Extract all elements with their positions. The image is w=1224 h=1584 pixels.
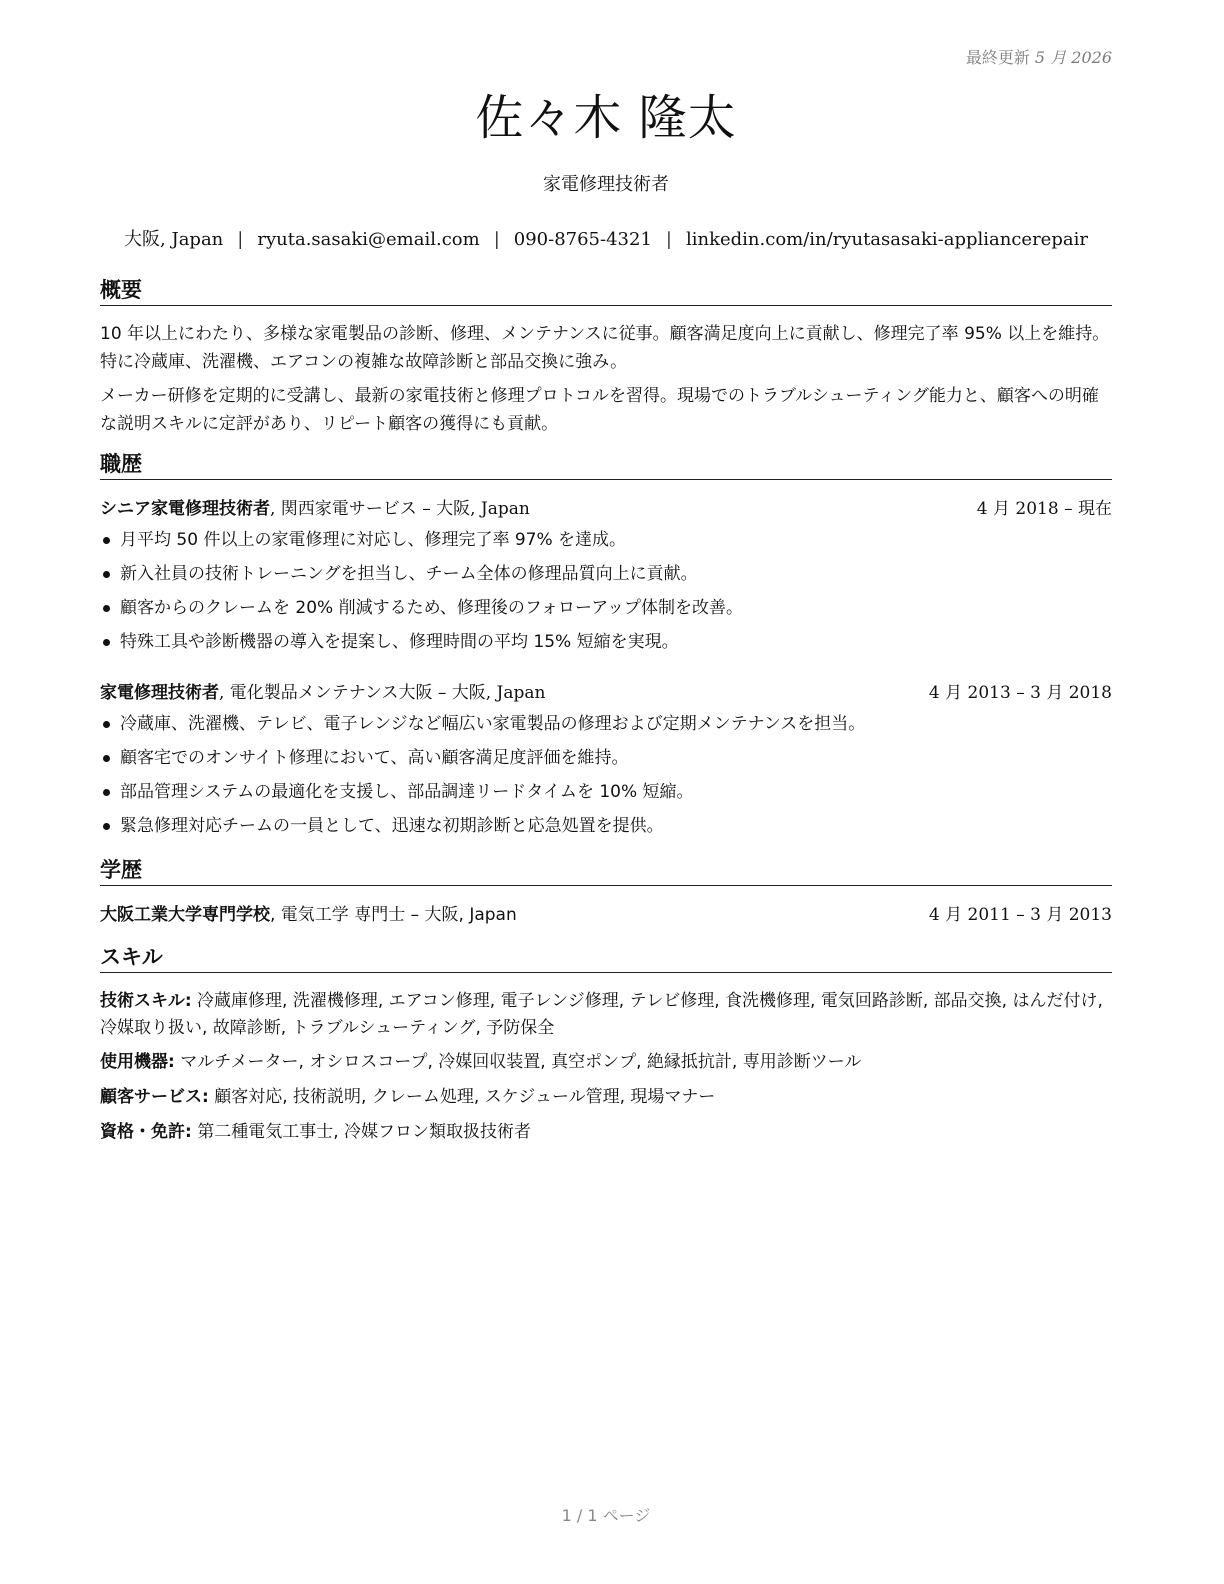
- job-header: [100, 681, 1112, 705]
- job-bullets: [100, 523, 1112, 659]
- list-item: 新入社員の技術トレーニングを担当し、チーム全体の修理品質向上に貢献。: [100, 557, 1112, 591]
- job-dates: 4 月 2013 – 3 月 2018: [928, 683, 1112, 703]
- list-item: 緊急修理対応チームの一員として、迅速な初期診断と応急処置を提供。: [100, 809, 1112, 843]
- list-item: 特殊工具や診断機器の導入を提案し、修理時間の平均 15% 短縮を実現。: [100, 625, 1112, 659]
- candidate-name: 佐々木 隆太: [475, 90, 737, 146]
- skill-label: 技術スキル:: [100, 991, 192, 1011]
- contact-separator: |: [665, 229, 672, 250]
- summary-paragraph-1: 10 年以上にわたり、多様な家電製品の診断、修理、メンテナンスに従事。顧客満足度向上に貢献し、修理完了率 95% 以上を維持。特に冷蔵庫、洗濯機、エアコンの複雑な故障診断と部品交換に強み。: [100, 324, 1110, 372]
- job-company: , 電化製品メンテナンス大阪 – 大阪, Japan: [219, 683, 546, 703]
- job-role: シニア家電修理技術者: [100, 499, 270, 519]
- last-updated-date: 5 月 2026: [1034, 48, 1112, 67]
- section-heading-education: 学歴: [100, 857, 1112, 886]
- education-dates: 4 月 2011 – 3 月 2013: [928, 905, 1112, 925]
- list-item: 部品管理システムの最適化を支援し、部品調達リードタイムを 10% 短縮。: [100, 775, 1112, 809]
- education-school: 大阪工業大学専門学校: [100, 905, 270, 925]
- list-item: 冷蔵庫、洗濯機、テレビ、電子レンジなど幅広い家電製品の修理および定期メンテナンスを担当。: [100, 707, 1112, 741]
- skill-line-customer-service: [100, 1084, 1112, 1111]
- skill-value: 冷蔵庫修理, 洗濯機修理, エアコン修理, 電子レンジ修理, テレビ修理, 食洗機修理, 電気回路診断, 部品交換, はんだ付け, 冷媒取り扱い, 故障診断, トラブルシューティング, 予防保全: [100, 991, 1103, 1038]
- summary-paragraph-2: メーカー研修を定期的に受講し、最新の家電技術と修理プロトコルを習得。現場でのトラブルシューティング能力と、顧客への明確な説明スキルに定評があり、リピート顧客の獲得にも貢献。: [100, 386, 1099, 434]
- section-heading-summary: 概要: [100, 277, 1112, 306]
- job-role: 家電修理技術者: [100, 683, 219, 703]
- skill-line-equipment: [100, 1049, 1112, 1076]
- job-header: [100, 497, 1112, 521]
- skill-label: 資格・免許:: [100, 1122, 192, 1142]
- education-entry: [100, 903, 1112, 927]
- skill-value: 第二種電気工事士, 冷媒フロン類取扱技術者: [191, 1122, 532, 1142]
- skill-label: 顧客サービス:: [100, 1087, 209, 1107]
- last-updated-label: 最終更新: [965, 48, 1030, 67]
- last-updated: [966, 45, 1112, 68]
- contact-location: 大阪, Japan: [124, 229, 224, 250]
- contact-phone[interactable]: 090-8765-4321: [513, 229, 652, 250]
- job-title: 家電修理技術者: [543, 174, 669, 195]
- job-dates: 4 月 2018 – 現在: [976, 499, 1112, 519]
- contact-email[interactable]: ryuta.sasaki@email.com: [257, 229, 480, 250]
- contact-linkedin[interactable]: linkedin.com/in/ryutasasaki-appliancerepair: [685, 229, 1088, 250]
- list-item: 月平均 50 件以上の家電修理に対応し、修理完了率 97% を達成。: [100, 523, 1112, 557]
- contact-separator: |: [493, 229, 500, 250]
- education-detail: , 電気工学 専門士 – 大阪, Japan: [270, 905, 517, 925]
- skill-label: 使用機器:: [100, 1052, 175, 1072]
- skill-value: 顧客対応, 技術説明, クレーム処理, スケジュール管理, 現場マナー: [208, 1087, 716, 1107]
- contact-separator: |: [237, 229, 244, 250]
- skill-line-certifications: [100, 1119, 1112, 1146]
- skill-line-technical: [100, 988, 1112, 1042]
- list-item: 顧客からのクレームを 20% 削減するため、修理後のフォローアップ体制を改善。: [100, 591, 1112, 625]
- section-heading-experience: 職歴: [100, 451, 1112, 480]
- section-heading-skills: スキル: [100, 944, 1112, 973]
- list-item: 顧客宅でのオンサイト修理において、高い顧客満足度評価を維持。: [100, 741, 1112, 775]
- contact-line: [100, 225, 1112, 251]
- resume-page: [100, 0, 1112, 1584]
- page-indicator: 1 / 1 ページ: [561, 1506, 651, 1525]
- job-bullets: [100, 707, 1112, 843]
- skill-value: マルチメーター, オシロスコープ, 冷媒回収装置, 真空ポンプ, 絶縁抵抗計, 専用診断ツール: [174, 1052, 862, 1072]
- job-company: , 関西家電サービス – 大阪, Japan: [270, 499, 530, 519]
